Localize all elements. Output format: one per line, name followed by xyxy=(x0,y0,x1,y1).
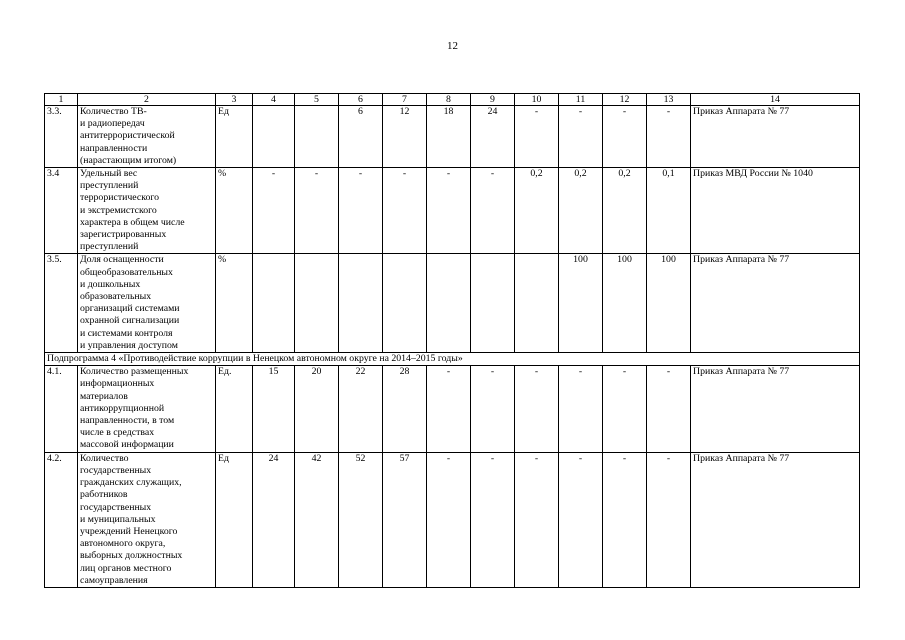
source-cell: Приказ Аппарата № 77 xyxy=(691,366,860,452)
value-cell: 0,2 xyxy=(515,168,559,254)
column-header: 2 xyxy=(78,94,216,106)
indicator-name xyxy=(78,254,216,353)
value-cell xyxy=(295,106,339,168)
subprogram-title: Подпрограмма 4 «Противодействие коррупции в Ненецком автономном округе на 2014–2015 годы» xyxy=(45,353,860,366)
indicator-name-line: (нарастающим итогом) xyxy=(80,154,177,166)
indicator-name-line: и радиопередач xyxy=(80,118,145,130)
indicator-name xyxy=(78,168,216,254)
indicator-name-line: выборных должностных xyxy=(80,550,183,562)
value-cell: - xyxy=(295,168,339,254)
value-cell: - xyxy=(427,168,471,254)
value-cell: - xyxy=(515,366,559,452)
indicator-name-line: самоуправления xyxy=(80,574,148,586)
value-cell: - xyxy=(383,168,427,254)
value-cell: 52 xyxy=(339,452,383,587)
column-header: 14 xyxy=(691,94,860,106)
indicator-name-line: преступлений xyxy=(80,241,139,253)
header-row xyxy=(45,94,860,106)
value-cell: 20 xyxy=(295,366,339,452)
indicator-name-line: автономного округа, xyxy=(80,538,166,550)
indicator-name-line: и дошкольных xyxy=(80,278,141,290)
table-row xyxy=(45,366,860,452)
indicator-name-line: антитеррористической xyxy=(80,130,175,142)
value-cell xyxy=(515,254,559,353)
indicator-name-line: зарегистрированных xyxy=(80,229,167,241)
value-cell: - xyxy=(559,366,603,452)
indicators-table xyxy=(44,93,860,588)
indicator-name-line: массовой информации xyxy=(80,439,174,451)
indicator-name-line: направленности xyxy=(80,142,148,154)
indicator-name-line: Количество размещенных xyxy=(80,366,189,378)
value-cell: - xyxy=(603,366,647,452)
column-header: 5 xyxy=(295,94,339,106)
unit-cell: Ед xyxy=(216,106,253,168)
source-cell: Приказ Аппарата № 77 xyxy=(691,452,860,587)
value-cell: - xyxy=(647,106,691,168)
row-number: 4.2. xyxy=(45,452,78,587)
indicator-name-line: охранной сигнализации xyxy=(80,315,180,327)
indicator-name-line: государственных xyxy=(80,464,152,476)
value-cell: - xyxy=(253,168,295,254)
value-cell: - xyxy=(603,106,647,168)
value-cell: 24 xyxy=(253,452,295,587)
subprogram-row xyxy=(45,353,860,366)
table-row xyxy=(45,452,860,587)
indicator-name-line: направленности, в том xyxy=(80,415,175,427)
column-header: 8 xyxy=(427,94,471,106)
indicator-name-line: характера в общем числе xyxy=(80,216,185,228)
value-cell: 24 xyxy=(471,106,515,168)
value-cell: 100 xyxy=(603,254,647,353)
indicator-name-line: Количество xyxy=(80,452,129,464)
value-cell: 42 xyxy=(295,452,339,587)
value-cell: 0,1 xyxy=(647,168,691,254)
value-cell: - xyxy=(647,452,691,587)
value-cell xyxy=(383,254,427,353)
indicator-name-line: образовательных xyxy=(80,291,152,303)
value-cell: 22 xyxy=(339,366,383,452)
indicator-name xyxy=(78,106,216,168)
column-header: 6 xyxy=(339,94,383,106)
column-header: 10 xyxy=(515,94,559,106)
indicator-name-line: гражданских служащих, xyxy=(80,477,182,489)
value-cell: 0,2 xyxy=(603,168,647,254)
value-cell: 18 xyxy=(427,106,471,168)
value-cell: - xyxy=(427,452,471,587)
indicator-name-line: и управления доступом xyxy=(80,339,178,351)
unit-cell: % xyxy=(216,168,253,254)
indicator-name xyxy=(78,452,216,587)
table-row xyxy=(45,254,860,353)
column-header: 9 xyxy=(471,94,515,106)
column-header: 4 xyxy=(253,94,295,106)
row-number: 3.4 xyxy=(45,168,78,254)
indicator-name-line: Удельный вес xyxy=(80,168,138,180)
indicator-name-line: организаций системами xyxy=(80,303,180,315)
column-header: 12 xyxy=(603,94,647,106)
indicator-name-line: информационных xyxy=(80,378,155,390)
indicator-name-line: государственных xyxy=(80,501,152,513)
indicator-name-line: преступлений xyxy=(80,180,139,192)
indicator-name-line: числе в средствах xyxy=(80,427,155,439)
value-cell: 57 xyxy=(383,452,427,587)
indicator-name-line: работников xyxy=(80,489,128,501)
indicator-name xyxy=(78,366,216,452)
indicator-name-line: лиц органов местного xyxy=(80,562,172,574)
indicator-name-line: антикоррупционной xyxy=(80,402,165,414)
value-cell xyxy=(427,254,471,353)
source-cell: Приказ Аппарата № 77 xyxy=(691,254,860,353)
column-header: 11 xyxy=(559,94,603,106)
value-cell: - xyxy=(471,168,515,254)
indicator-name-line: и экстремистского xyxy=(80,204,157,216)
table-row xyxy=(45,168,860,254)
unit-cell: % xyxy=(216,254,253,353)
value-cell: 100 xyxy=(647,254,691,353)
value-cell: - xyxy=(471,452,515,587)
value-cell xyxy=(253,106,295,168)
source-cell: Приказ Аппарата № 77 xyxy=(691,106,860,168)
indicator-name-line: учреждений Ненецкого xyxy=(80,525,178,537)
value-cell: - xyxy=(559,106,603,168)
column-header: 7 xyxy=(383,94,427,106)
indicator-name-line: и муниципальных xyxy=(80,513,156,525)
row-number: 3.3. xyxy=(45,106,78,168)
indicator-name-line: и системами контроля xyxy=(80,327,173,339)
column-header: 13 xyxy=(647,94,691,106)
value-cell xyxy=(471,254,515,353)
value-cell: - xyxy=(339,168,383,254)
table-row xyxy=(45,106,860,168)
page-number: 12 xyxy=(447,40,458,52)
column-header: 1 xyxy=(45,94,78,106)
indicator-name-line: общеобразовательных xyxy=(80,266,173,278)
indicator-name-line: Доля оснащенности xyxy=(80,254,164,266)
value-cell: - xyxy=(515,106,559,168)
value-cell: - xyxy=(427,366,471,452)
indicator-name-line: Количество ТВ- xyxy=(80,106,147,117)
value-cell: - xyxy=(647,366,691,452)
value-cell: 28 xyxy=(383,366,427,452)
value-cell: 100 xyxy=(559,254,603,353)
unit-cell: Ед xyxy=(216,452,253,587)
row-number: 3.5. xyxy=(45,254,78,353)
value-cell: 12 xyxy=(383,106,427,168)
unit-cell: Ед. xyxy=(216,366,253,452)
value-cell xyxy=(295,254,339,353)
value-cell: 6 xyxy=(339,106,383,168)
indicator-name-line: материалов xyxy=(80,390,128,402)
value-cell: - xyxy=(471,366,515,452)
value-cell: 0,2 xyxy=(559,168,603,254)
value-cell xyxy=(339,254,383,353)
value-cell: - xyxy=(559,452,603,587)
row-number: 4.1. xyxy=(45,366,78,452)
column-header: 3 xyxy=(216,94,253,106)
value-cell xyxy=(253,254,295,353)
value-cell: 15 xyxy=(253,366,295,452)
source-cell: Приказ МВД России № 1040 xyxy=(691,168,860,254)
value-cell: - xyxy=(603,452,647,587)
indicator-name-line: террористического xyxy=(80,192,160,204)
value-cell: - xyxy=(515,452,559,587)
